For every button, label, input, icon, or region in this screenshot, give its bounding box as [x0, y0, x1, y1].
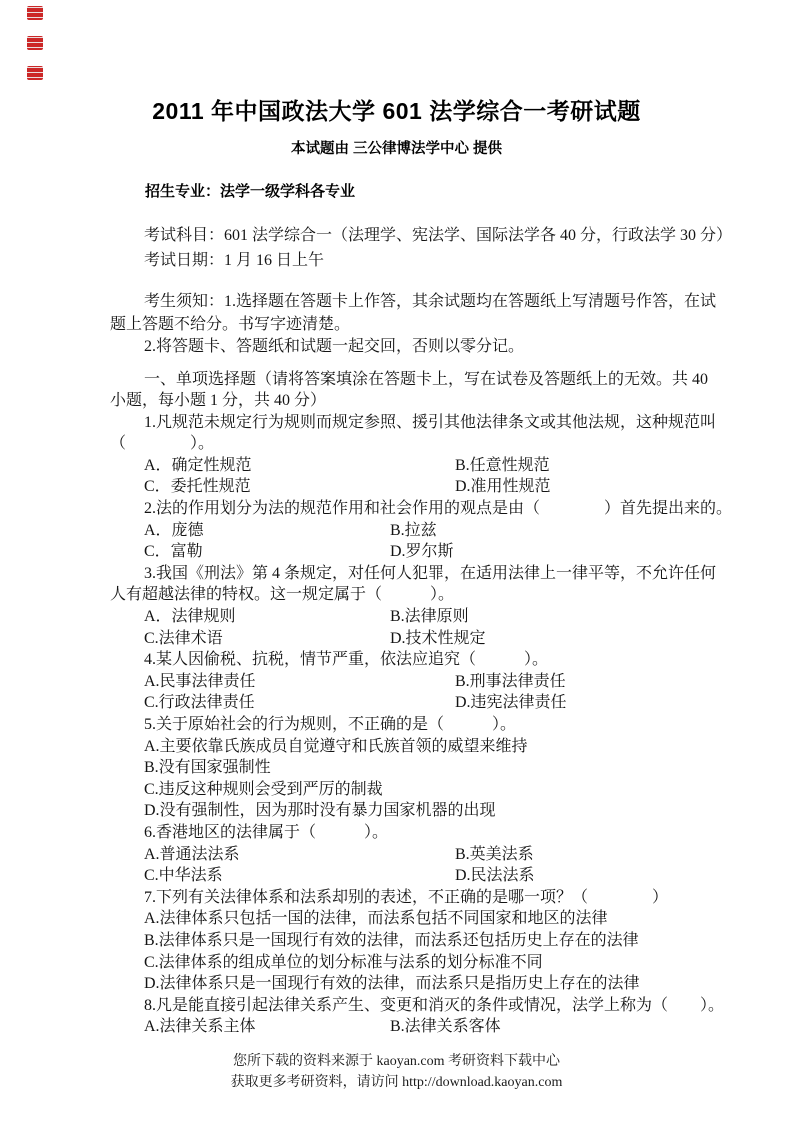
option-b: B.法律原则	[390, 608, 469, 626]
page-title: 2011 年中国政法大学 601 法学综合一考研试题	[152, 98, 641, 124]
option-row	[110, 455, 710, 477]
option-a: A.普通法法系	[144, 845, 240, 863]
option-row	[110, 606, 710, 628]
option-a: C．富勒	[144, 543, 203, 561]
option-b: B.拉兹	[390, 521, 437, 539]
option-row	[110, 520, 710, 542]
notice-line: 2.将答题卡、答题纸和试题一起交回，否则以零分记。	[144, 338, 525, 355]
provider-line: 本试题由 三公律博法学中心 提供	[290, 141, 503, 157]
option-line: C.违反这种规则会受到严厉的制裁	[144, 780, 383, 798]
option-line: D.法律体系只是一国现行有效的法律，而法系只是指历史上存在的法律	[144, 975, 640, 993]
option-row	[110, 671, 710, 693]
section-one-body	[110, 369, 733, 1038]
option-row	[110, 628, 710, 650]
option-row	[110, 1016, 710, 1038]
option-row	[110, 541, 710, 563]
notice-line: 题上答题不给分。书写字迹清楚。	[110, 315, 351, 333]
option-a: C.中华法系	[144, 867, 223, 885]
admission-major-line: 招生专业：法学一级学科各专业	[145, 183, 356, 200]
option-a: C．委托性规范	[144, 478, 251, 496]
option-b: D.罗尔斯	[390, 543, 454, 561]
option-b: B.法律关系客体	[390, 1018, 501, 1036]
option-line: A.主要依靠氏族成员自觉遵守和氏族首领的威望来维持	[144, 737, 528, 755]
section-header-continuation: 小题，每小题 1 分，共 40 分）	[110, 392, 327, 410]
option-b: D.违宪法律责任	[455, 694, 567, 712]
option-b: D.民法法系	[455, 867, 535, 885]
option-a: A．庞德	[144, 521, 204, 539]
exam-info-block	[110, 223, 793, 273]
option-row	[110, 476, 710, 498]
question-continuation-line: 人有超越法律的特权。这一规定属于（ ）。	[110, 586, 455, 604]
option-a: A.民事法律责任	[144, 672, 256, 690]
option-line: B.没有国家强制性	[144, 759, 271, 777]
option-line: D.没有强制性，因为那时没有暴力国家机器的出现	[144, 802, 496, 820]
red-watermark-mark-1	[27, 6, 43, 20]
option-b: B.刑事法律责任	[455, 672, 566, 690]
question-line: 6.香港地区的法律属于（ ）。	[144, 823, 389, 841]
red-watermark-mark-2	[27, 36, 43, 50]
question-line: 2.法的作用划分为法的规范作用和社会作用的观点是由（ ）首先提出来的。	[144, 500, 733, 518]
question-continuation-line: （ ）。	[110, 435, 215, 453]
question-line: 8.凡是能直接引起法律关系产生、变更和消灭的条件或情况，法学上称为（ ）。	[144, 996, 725, 1014]
option-line: C.法律体系的组成单位的划分标准与法系的划分标准不同	[144, 953, 543, 971]
option-a: A．法律规则	[144, 608, 236, 626]
question-line: 1.凡规范未规定行为规则而规定参照、援引其他法律条文或其他法规，这种规范叫	[144, 413, 717, 431]
option-row	[110, 692, 710, 714]
option-b: B.任意性规范	[455, 456, 550, 474]
option-row	[110, 844, 710, 866]
option-a: C.法律术语	[144, 629, 223, 647]
question-line: 7.下列有关法律体系和法系却别的表述，不正确的是哪一项？（ ）	[144, 888, 669, 906]
page-footer	[0, 1051, 793, 1093]
option-b: B.英美法系	[455, 845, 534, 863]
question-line: 4.某人因偷税、抗税，情节严重，依法应追究（ ）。	[144, 651, 549, 669]
option-a: C.行政法律责任	[144, 694, 255, 712]
option-line: A.法律体系只包括一国的法律，而法系包括不同国家和地区的法律	[144, 910, 608, 928]
question-line: 3.我国《刑法》第 4 条规定，对任何人犯罪，在适用法律上一律平等，不允许任何	[144, 564, 717, 582]
option-line: B.法律体系只是一国现行有效的法律，而法系还包括历史上存在的法律	[144, 931, 639, 949]
footer-url-line: 获取更多考研资料，请访问 http://download.kaoyan.com	[230, 1075, 563, 1090]
exam-subject-line: 考试科目：601 法学综合一（法理学、宪法学、国际法学各 40 分，行政法学 30 分）	[144, 227, 733, 244]
notice-line: 考生须知：1.选择题在答题卡上作答，其余试题均在答题纸上写清题号作答，在试	[144, 293, 717, 310]
red-watermark-mark-3	[27, 66, 43, 80]
question-line: 5.关于原始社会的行为规则，不正确的是（ ）。	[144, 716, 517, 733]
exam-date-line: 考试日期：1 月 16 日上午	[144, 252, 325, 269]
footer-source-line: 您所下载的资料来源于 kaoyan.com 考研资料下载中心	[232, 1054, 561, 1069]
option-row	[110, 865, 710, 887]
section-header-line: 一、单项选择题（请将答案填涂在答题卡上，写在试卷及答题纸上的无效。共 40	[144, 370, 709, 388]
candidate-notice-block	[110, 291, 793, 359]
option-b: D.准用性规范	[455, 478, 551, 496]
option-a: A．确定性规范	[144, 456, 252, 474]
option-a: A.法律关系主体	[144, 1018, 256, 1036]
option-b: D.技术性规定	[390, 629, 486, 647]
